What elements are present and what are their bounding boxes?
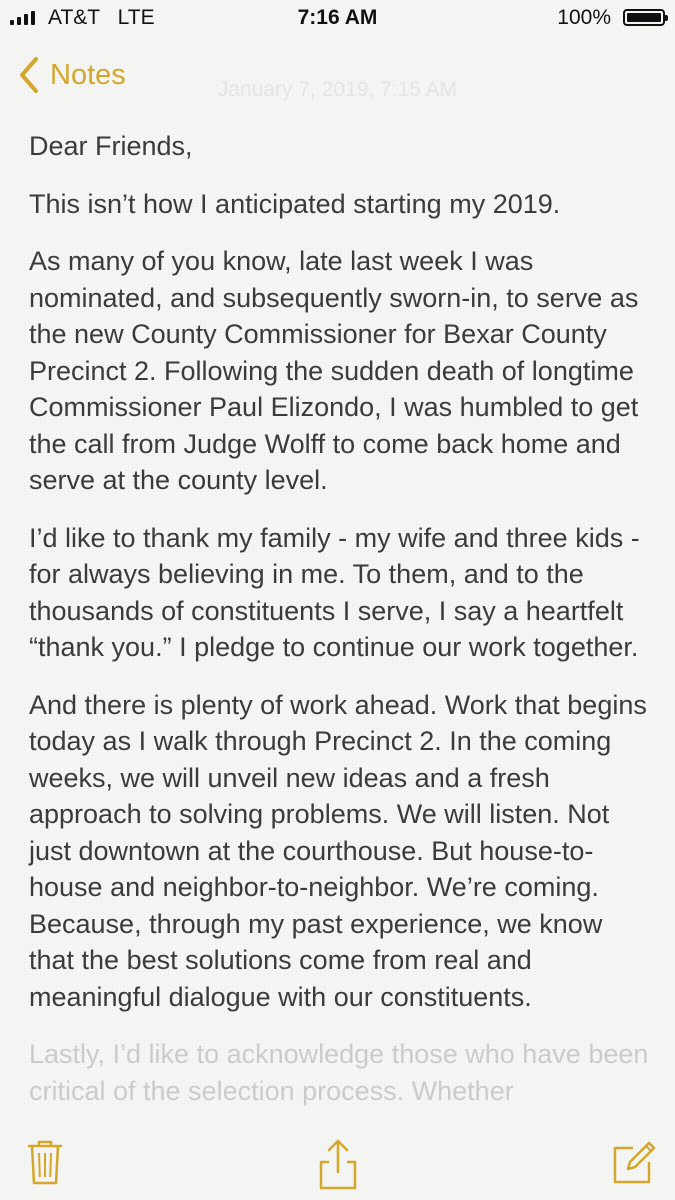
share-button[interactable] <box>316 1138 360 1190</box>
note-date: January 7, 2019, 7:15 AM <box>217 78 458 101</box>
trash-icon <box>27 1138 63 1186</box>
back-button-label: Notes <box>50 58 126 91</box>
navigation-bar <box>0 46 675 106</box>
note-paragraph: This isn’t how I anticipated starting my 2019. <box>29 188 561 219</box>
carrier-label: AT&T <box>48 6 101 29</box>
status-bar <box>0 0 675 36</box>
note-paragraph: And there is plenty of work ahead. Work that begins today as I walk through Precinct 2. In the coming weeks, we will unveil new ideas and a fresh approach to solving problems. We will listen. Not just downtown at the courthouse. But house-to-house and neighbor-to-neighbor. We’re coming. Because, through my past experience, we know that the best solutions come from real and meaningful dialogue with our constituents. <box>29 689 647 1012</box>
battery-icon <box>623 9 665 26</box>
note-paragraph: I’d like to thank my family - my wife and three kids - for always believing in me. To them, and to the thousands of constituents I serve, I say a heartfelt “thank you.” I pledge to continue our work together. <box>29 522 640 662</box>
share-icon <box>316 1138 360 1190</box>
battery-fill <box>627 13 661 22</box>
back-button[interactable] <box>18 56 126 94</box>
note-paragraph: Lastly, I’d like to acknowledge those who have been critical of the selection process. Whether <box>29 1039 649 1106</box>
bottom-toolbar <box>0 1132 675 1200</box>
chevron-left-icon <box>18 56 40 94</box>
note-paragraph: Dear Friends, <box>29 131 193 161</box>
note-body[interactable] <box>29 128 654 1130</box>
compose-icon <box>609 1138 657 1186</box>
note-paragraph: As many of you know, late last week I was nominated, and subsequently sworn-in, to serve as the new County Commissioner for Bexar County Precinct 2. Following the sudden death of longtime Commissioner Paul Elizondo, I was humbled to get the call from Judge Wolff to come back home and serve at the county level. <box>29 246 639 495</box>
battery-percent: 100% <box>557 6 611 29</box>
network-label: LTE <box>117 6 155 29</box>
compose-button[interactable] <box>609 1138 657 1186</box>
clock: 7:16 AM <box>297 6 378 29</box>
delete-button[interactable] <box>27 1138 63 1186</box>
